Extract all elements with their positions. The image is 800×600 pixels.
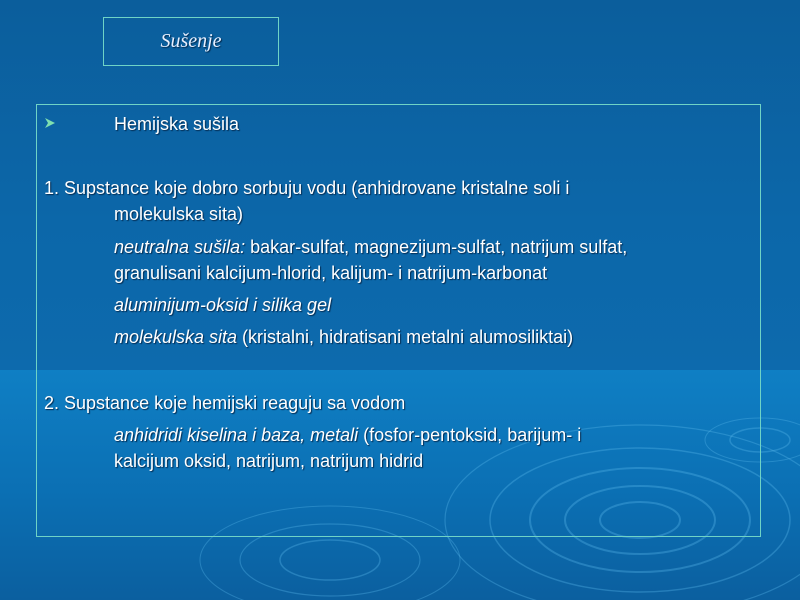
neutral-desiccants-label: neutralna sušila: [114, 237, 246, 257]
anhydrides-line2: kalcijum oksid, natrijum, natrijum hidrid [114, 451, 424, 471]
bullet-heading: Hemijska sušila [114, 114, 240, 134]
item1-line2: molekulska sita) [114, 204, 244, 224]
neutral-desiccants-text1: bakar-sulfat, magnezijum-sulfat, natrijum sulfat, [245, 237, 628, 257]
slide-title-text: Sušenje [160, 30, 222, 52]
neutral-desiccants-line2: granulisani kalcijum-hlorid, kalijum- i natrijum-karbonat [114, 263, 548, 283]
molecular-sieves-label: molekulska sita [114, 327, 238, 347]
neutral-desiccants-line1 [114, 236, 627, 258]
content-frame [36, 104, 761, 537]
molecular-sieves-line [114, 326, 573, 348]
anhydrides-text1: (fosfor-pentoksid, barijum- i [358, 425, 582, 445]
anhydrides-line1 [114, 424, 581, 446]
molecular-sieves-text: (kristalni, hidratisani metalni alumosiliktai) [237, 327, 574, 347]
item1-line1: 1. Supstance koje dobro sorbuju vodu (anhidrovane kristalne soli i [44, 178, 570, 198]
alumina-silica-line: aluminijum-oksid i silika gel [114, 295, 332, 315]
item2-line1: 2. Supstance koje hemijski reaguju sa vodom [44, 393, 406, 413]
arrow-bullet-icon [44, 117, 56, 129]
slide-title [103, 17, 279, 66]
anhydrides-label: anhidridi kiselina i baza, metali [114, 425, 359, 445]
